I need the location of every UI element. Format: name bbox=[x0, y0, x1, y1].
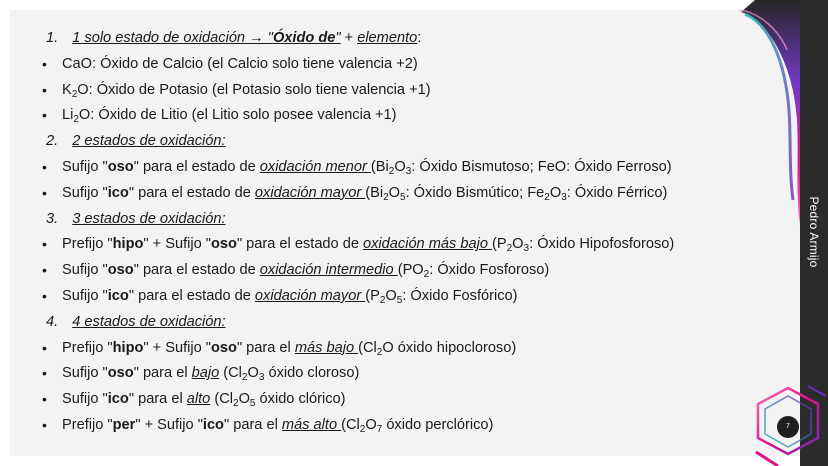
text: O bbox=[388, 184, 401, 201]
text: O bbox=[549, 184, 562, 201]
text: (P bbox=[492, 236, 507, 253]
keyword: hipo bbox=[112, 339, 144, 356]
text: (PO bbox=[397, 262, 424, 279]
text: óxido perclórico) bbox=[382, 416, 494, 433]
text: (Cl bbox=[341, 416, 360, 433]
text: " para el estado de bbox=[236, 236, 364, 253]
heading-plus: + bbox=[340, 30, 358, 46]
underlined-term: más bajo bbox=[294, 339, 359, 356]
keyword: oso bbox=[107, 365, 134, 382]
subscript: 7 bbox=[376, 423, 383, 435]
heading-text-a: 1 solo estado de oxidación → " bbox=[72, 30, 273, 46]
text: O bbox=[247, 365, 259, 382]
text: : Óxido Férrico) bbox=[566, 184, 668, 201]
page-number-badge: 7 bbox=[777, 416, 799, 438]
subscript: 2 bbox=[359, 423, 366, 435]
subscript: 2 bbox=[379, 294, 386, 306]
underlined-term: oxidación menor bbox=[259, 158, 371, 175]
keyword: ico bbox=[107, 287, 129, 304]
subscript: 3 bbox=[258, 372, 265, 384]
list-item bbox=[40, 284, 770, 310]
keyword: oso bbox=[210, 236, 237, 253]
list-item bbox=[40, 78, 770, 104]
keyword: oso bbox=[107, 158, 134, 175]
text: (Bi bbox=[365, 184, 384, 201]
list-item bbox=[40, 413, 770, 439]
list-item bbox=[40, 258, 770, 284]
text: " + Sufijo " bbox=[135, 416, 203, 433]
text: " + Sufijo " bbox=[143, 339, 211, 356]
underlined-term: oxidación mayor bbox=[254, 287, 366, 304]
subscript: 2 bbox=[544, 191, 550, 203]
heading-number: 3. bbox=[46, 210, 59, 227]
text: Prefijo " bbox=[62, 236, 113, 253]
text: O: Óxido de Potasio (el Potasio solo tiene valencia +1) bbox=[77, 81, 431, 98]
subscript: 2 bbox=[233, 398, 239, 410]
keyword: hipo bbox=[112, 236, 144, 253]
text: " para el bbox=[128, 391, 187, 408]
text: (P bbox=[365, 287, 380, 304]
text: : Óxido Bismutoso; FeO: Óxido Ferroso) bbox=[411, 158, 672, 175]
list-item bbox=[40, 361, 770, 387]
keyword: oso bbox=[107, 262, 134, 279]
oxide-naming-list bbox=[40, 26, 770, 439]
text: Prefijo " bbox=[62, 416, 113, 433]
subscript: 2 bbox=[506, 243, 513, 255]
text: (Cl bbox=[210, 391, 233, 408]
underlined-term: oxidación intermedio bbox=[259, 262, 398, 279]
subscript: 2 bbox=[388, 165, 395, 177]
text: O: Óxido de Litio (el Litio solo posee valencia +1) bbox=[78, 107, 397, 124]
list-item bbox=[40, 52, 770, 78]
list-item bbox=[40, 232, 770, 258]
subscript: 5 bbox=[249, 398, 256, 410]
text: O bbox=[394, 158, 406, 175]
text: : Óxido Fosforoso) bbox=[429, 262, 550, 279]
heading-tail: elemento bbox=[357, 30, 418, 46]
text: (Bi bbox=[370, 158, 389, 175]
text: K bbox=[62, 81, 72, 98]
heading-3 bbox=[40, 207, 770, 233]
list-item bbox=[40, 103, 770, 129]
text: " para el estado de bbox=[133, 262, 260, 279]
text: O bbox=[365, 416, 377, 433]
heading-text: 2 estados de oxidación: bbox=[72, 133, 226, 150]
keyword: ico bbox=[202, 416, 224, 433]
heading-text bbox=[72, 30, 340, 46]
text: : Óxido Bismútico; Fe bbox=[405, 184, 545, 201]
text: " + Sufijo " bbox=[143, 236, 211, 253]
text: CaO: Óxido de Calcio (el Calcio solo tiene valencia +2) bbox=[62, 55, 418, 72]
heading-bold: Óxido de bbox=[272, 30, 336, 46]
subscript: 2 bbox=[423, 269, 430, 281]
keyword: ico bbox=[107, 184, 129, 201]
text: Sufijo " bbox=[62, 365, 108, 382]
underlined-term: bajo bbox=[191, 365, 220, 382]
list-item bbox=[40, 181, 770, 207]
text: : Óxido Hipofosforoso) bbox=[529, 236, 675, 253]
heading-2 bbox=[40, 129, 770, 155]
heading-colon: : bbox=[417, 30, 422, 46]
heading-text: 4 estados de oxidación: bbox=[72, 313, 226, 330]
text: " para el bbox=[223, 416, 282, 433]
list-item bbox=[40, 336, 770, 362]
keyword: ico bbox=[107, 391, 129, 408]
text: Sufijo " bbox=[62, 184, 108, 201]
subscript: 3 bbox=[405, 165, 412, 177]
underlined-term: más alto bbox=[281, 416, 342, 433]
subscript: 3 bbox=[561, 191, 567, 203]
text: Sufijo " bbox=[62, 391, 108, 408]
subscript: 2 bbox=[71, 88, 78, 100]
text: O bbox=[512, 236, 524, 253]
underlined-term: oxidación más bajo bbox=[363, 236, 493, 253]
text: (Cl bbox=[358, 339, 377, 356]
text: Prefijo " bbox=[62, 339, 113, 356]
text: Sufijo " bbox=[62, 158, 108, 175]
keyword: oso bbox=[210, 339, 237, 356]
heading-1 bbox=[40, 26, 770, 52]
text: Li bbox=[62, 107, 74, 124]
text: " para el estado de bbox=[133, 158, 260, 175]
text: Sufijo " bbox=[62, 287, 108, 304]
text: " para el estado de bbox=[128, 287, 255, 304]
subscript: 3 bbox=[523, 243, 530, 255]
text: " para el estado de bbox=[128, 184, 255, 201]
subscript: 2 bbox=[376, 346, 383, 358]
list-item bbox=[40, 155, 770, 181]
text: O bbox=[238, 391, 250, 408]
subscript: 2 bbox=[241, 372, 248, 384]
text: Sufijo " bbox=[62, 262, 108, 279]
subscript: 2 bbox=[73, 114, 79, 126]
text: (Cl bbox=[219, 365, 242, 382]
heading-number: 1. bbox=[46, 30, 59, 46]
heading-number: 2. bbox=[46, 133, 59, 150]
heading-number: 4. bbox=[46, 313, 59, 330]
underlined-term: oxidación mayor bbox=[254, 184, 366, 201]
text: O bbox=[385, 287, 397, 304]
text: " para el bbox=[133, 365, 192, 382]
subscript: 5 bbox=[400, 191, 406, 203]
text: O óxido hipocloroso) bbox=[382, 339, 517, 356]
text: " para el bbox=[236, 339, 295, 356]
subscript: 5 bbox=[396, 294, 403, 306]
heading-text: 3 estados de oxidación: bbox=[72, 210, 226, 227]
text: : Óxido Fosfórico) bbox=[402, 287, 518, 304]
author-name: Pedro Armijo bbox=[807, 196, 821, 268]
text: óxido cloroso) bbox=[264, 365, 360, 382]
heading-text-b: " bbox=[335, 30, 341, 46]
subscript: 2 bbox=[383, 191, 389, 203]
underlined-term: alto bbox=[186, 391, 211, 408]
heading-4 bbox=[40, 310, 770, 336]
text: óxido clórico) bbox=[255, 391, 346, 408]
keyword: per bbox=[112, 416, 136, 433]
list-item bbox=[40, 387, 770, 413]
